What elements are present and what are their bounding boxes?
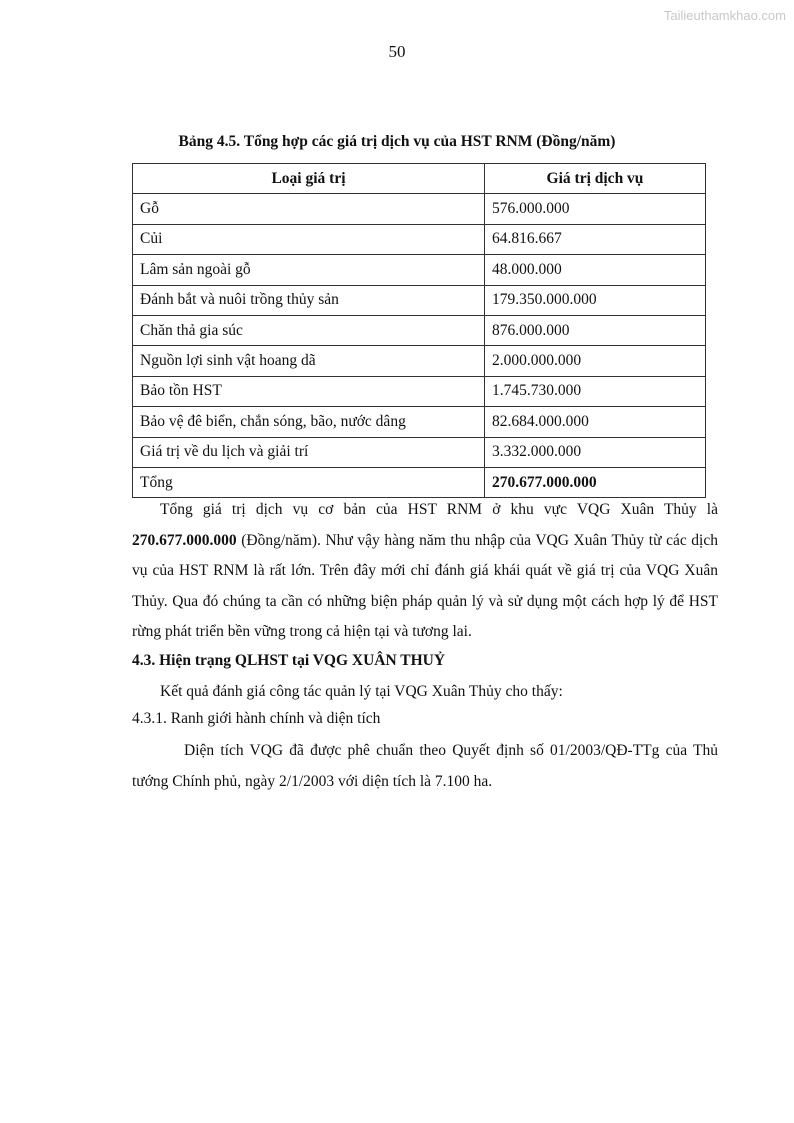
total-value: 270.677.000.000: [485, 467, 706, 497]
row-label: Nguồn lợi sinh vật hoang dã: [133, 346, 485, 376]
row-value: 2.000.000.000: [485, 346, 706, 376]
table-row: [133, 407, 706, 437]
page-number: 50: [388, 42, 406, 61]
service-values-table: [132, 163, 706, 498]
row-value: 1.745.730.000: [485, 376, 706, 406]
table-row: [133, 224, 706, 254]
row-label: Bảo tồn HST: [133, 376, 485, 406]
paragraph-summary-total: 270.677.000.000: [132, 531, 237, 549]
row-value: 64.816.667: [485, 224, 706, 254]
table-row: [133, 285, 706, 315]
row-value: 876.000.000: [485, 315, 706, 345]
column-header-value-type: Loại giá trị: [133, 164, 485, 194]
subsection-heading-4-3-1: 4.3.1. Ranh giới hành chính và diện tích: [132, 710, 381, 727]
paragraph-area: Diện tích VQG đã được phê chuẩn theo Quyết định số 01/2003/QĐ-TTg của Thủ tướng Chính phủ, ngày 2/1/2003 với diện tích là 7.100 ha.: [132, 742, 718, 790]
paragraph-assessment-intro: Kết quả đánh giá công tác quản lý tại VQG Xuân Thủy cho thấy:: [160, 683, 563, 700]
table-caption: Bảng 4.5. Tổng hợp các giá trị dịch vụ của HST RNM (Đồng/năm): [178, 133, 616, 150]
paragraph-summary-part2: (Đồng/năm). Như vậy hàng năm thu nhập của VQG Xuân Thủy từ các dịch vụ của HST RNM là rất lớn. Trên đây mới chỉ đánh giá khái quát về giá trị của VQG Xuân Thủy. Qua đó chúng ta cần có những biện pháp quản lý và sử dụng một cách hợp lý để HST rừng phát triển bền vững trong cả hiện tại và tương lai.: [132, 531, 718, 640]
row-value: 576.000.000: [485, 194, 706, 224]
paragraph-summary: [132, 495, 718, 648]
watermark: Tailieuthamkhao.com: [663, 8, 786, 23]
row-label: Đánh bắt và nuôi trồng thủy sản: [133, 285, 485, 315]
row-label: Gỗ: [133, 194, 485, 224]
table-row: [133, 376, 706, 406]
row-label: Giá trị về du lịch và giải trí: [133, 437, 485, 467]
table-total-row: [133, 467, 706, 497]
row-value: 3.332.000.000: [485, 437, 706, 467]
row-label: Lâm sản ngoài gỗ: [133, 255, 485, 285]
column-header-service-value: Giá trị dịch vụ: [485, 164, 706, 194]
paragraph-summary-part1: Tổng giá trị dịch vụ cơ bản của HST RNM ở khu vực VQG Xuân Thủy là: [160, 501, 718, 518]
table-row: [133, 437, 706, 467]
table-row: [133, 315, 706, 345]
section-heading-4-3: 4.3. Hiện trạng QLHST tại VQG XUÂN THUỶ: [132, 652, 446, 669]
table-row: [133, 255, 706, 285]
row-label: Củi: [133, 224, 485, 254]
row-value: 82.684.000.000: [485, 407, 706, 437]
total-label: Tổng: [133, 467, 485, 497]
table-row: [133, 346, 706, 376]
table-header-row: [133, 164, 706, 194]
row-value: 48.000.000: [485, 255, 706, 285]
row-value: 179.350.000.000: [485, 285, 706, 315]
row-label: Bảo vệ đê biển, chắn sóng, bão, nước dâng: [133, 407, 485, 437]
row-label: Chăn thả gia súc: [133, 315, 485, 345]
table-row: [133, 194, 706, 224]
